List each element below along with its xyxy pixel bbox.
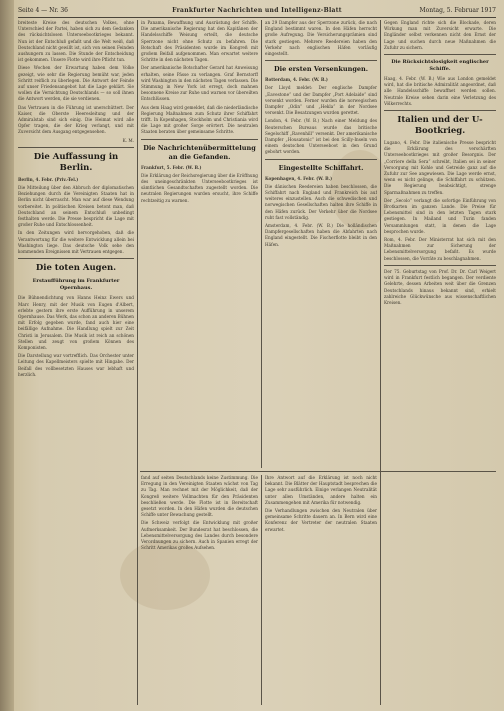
article-text: Der 75. Geburtstag von Prof. Dr. Dr. Carl Weigert wird in Frankfurt festlich begangen. Der verdiente Gelehrte, dessen Arbeiten weit über die Grenzen Deutschlands hinaus bekannt sind, erhielt zahlreiche Glückwünsche aus wissenschaftlichen Kreisen. — [384, 268, 496, 305]
divider — [384, 110, 496, 111]
divider — [265, 159, 377, 160]
signature: K. M. — [122, 137, 134, 143]
column-3 — [265, 20, 377, 468]
lower-column-2 — [265, 475, 377, 705]
article-text: in Panama, Bewaffnung und Ausrüstung der Schiffe. Die amerikanische Regierung hat den Kapitänen der Handelsschiffe Weisung erteilt, die deutsche Sperrzone nicht ohne Schutz zu befahren. Die Botschaft des Präsidenten wurde im Kongreß mit großem Beifall aufgenommen. Man erwartet weitere Schritte in den nächsten Tagen. — [141, 20, 258, 63]
headline-italien: Italien und der U-Bootkrieg. — [397, 115, 483, 137]
headline-england: Die Rücksichtslosigkeit englischer Schiffe. — [391, 59, 489, 73]
headline-tote-augen: Die toten Augen. — [35, 263, 117, 274]
column-rule — [380, 20, 381, 705]
column-1 — [18, 20, 134, 705]
article-text: London, 4. Febr. (W. B.) Nach einer Meldung des Reuterschen Bureaus wurde das britische Segelschiff „Ravenhill“ versenkt. Der amerikanische Dampfer „Housatonic“ ist bei den Scilly-Inseln von einem deutschen Unterseeboot in den Grund gebohrt worden. — [265, 118, 377, 155]
article-text: Die Bühnendichtung von Hanns Heinz Ewers und Marc Henry, mit der Musik von Eugen d'Albert, erlebte gestern ihre erste Aufführung in unserem Opernhause. Das Werk, das schon an anderen Bühnen mit Erfolg gegeben wurde, fand auch hier eine beifällige Aufnahme. Die Handlung spielt zur Zeit Christi in Jerusalem. Die Musik ist reich an schönen Stellen und zeugt von großem Können des Komponisten. — [18, 295, 134, 350]
column-4 — [384, 20, 496, 705]
column-rule — [137, 20, 138, 705]
page-number: Seite 4 — Nr. 36 — [18, 7, 68, 14]
article-text: Rom, 4. Febr. Der Ministerrat hat sich mit den Maßnahmen zur Sicherung der Lebensmittelversorgung befaßt. Es wurde beschlossen, die Vorräte zu beschlagnahmen. — [384, 237, 496, 261]
article-text: Der Lloyd meldet: Der englische Dampfer „Eavestone“ und der Dampfer „Port Adelaide“ sind versenkt worden. Ferner wurden die norwegischen Dampfer „Odin“ und „Hekla“ in der Nordsee versenkt. Die Besatzungen wurden gerettet. — [265, 85, 377, 116]
article-text: In den Zeitungen wird hervorgehoben, daß die Verantwortung für die weitere Entwicklung allein bei Washington liege. Das deutsche Volk sehe den kommenden Ereignissen mit Vertrauen entgegen. — [18, 230, 134, 255]
dateline: Rotterdam, 4. Febr. (W. B.) — [265, 77, 328, 83]
issue-date: Montag, 5. Februar 1917 — [419, 7, 496, 14]
article-text: Die Schweiz verfolgt die Entwicklung mit großer Aufmerksamkeit. Der Bundesrat hat beschlossen, die Lebensmittelversorgung des Landes durch besondere Verordnungen zu sichern. Auch in Spanien erregt der Schritt Amerikas großes Aufsehen. — [141, 520, 258, 551]
divider — [141, 139, 258, 140]
column-rule — [261, 475, 262, 705]
divider — [18, 258, 134, 259]
article-text: Die Darstellung war vortrefflich. Das Orchester unter Leitung des Kapellmeisters spielte mit Hingabe. Der Beifall des vollbesetzten Hauses war lebhaft und herzlich. — [18, 353, 134, 377]
article-text: fand auf seiten Deutschlands keine Zustimmung. Die Erregung in den Vereinigten Staaten wächst von Tag zu Tag. Man rechnet mit der Möglichkeit, daß der Kongreß weitere Vollmachten für den Präsidenten beschließen werde. Die Flotte ist in Bereitschaft gesetzt worden. In den Häfen wurden die deutschen Schiffe unter Bewachung gestellt. — [141, 475, 258, 518]
article-text: Gegen England richte sich die Blockade, deren Wirkung man mit Zuversicht erwarte. Die Engländer selbst verkennen nicht den Ernst der Lage und suchen durch neue Maßnahmen die Zufuhr zu sichern. — [384, 20, 496, 50]
divider — [265, 60, 377, 61]
column-2 — [141, 20, 258, 468]
article-text: Die Verhandlungen zwischen den Neutralen über gemeinsame Schritte dauern an. In Bern wird eine Konferenz der Vertreter der neutralen Staaten erwartet. — [265, 508, 377, 532]
divider — [18, 147, 134, 148]
horizontal-rule — [140, 471, 496, 472]
page-binding — [0, 0, 14, 711]
divider — [384, 54, 496, 55]
article-text: Ihre Antwort auf die Erklärung ist noch nicht bekannt. Die Blätter der Hauptstadt besprechen die Lage sehr ausführlich. Einige verlangen Neutralität unter allen Umständen, andere halten ein Zusammengehen mit Amerika für notwendig. — [265, 475, 377, 505]
article-text: an 29 Dampfer aus der Sperrzone zurück, die nach England bestimmt waren. In den Häfen herrscht große Aufregung. Die Versicherungsprämien sind stark gestiegen. Mehrere Reedereien haben den Verkehr nach englischen Häfen vorläufig eingestellt. — [265, 20, 377, 57]
article-text: Aus dem Haag wird gemeldet, daß die niederländische Regierung Maßnahmen zum Schutz ihrer Schiffahrt trifft. In Kopenhagen, Stockholm und Christiania wird die Lage mit großer Sorge erörtert. Die neutralen Staaten beraten über gemeinsame Schritte. — [141, 104, 258, 135]
lower-column-1 — [141, 475, 258, 705]
headline-schiffahrt: Eingestellte Schiffahrt. — [278, 163, 364, 172]
subheadline: Erstaufführung im Frankfurter Opernhaus. — [32, 278, 120, 292]
dateline: Frankfurt, 5. Febr. (W. B.) — [141, 164, 202, 170]
article-text: breiteste Kreise des deutschen Volkes, ohne Unterschied der Partei, haben sich zu dem Gedanken des rücksichtslosen Unterseebootkrieges bekannt. Nun ist der Entschluß gefaßt und die Welt weiß, daß Deutschland nicht gewillt ist, sich von seinen Feinden aushungern zu lassen. Die Stunde der Entscheidung ist gekommen. Unsere Flotte wird ihre Pflicht tun. — [18, 20, 134, 63]
article-text: Diese Wochen der Erwartung haben dem Volke gezeigt, wie sehr die Regierung bemüht war, jeden Schritt reiflich zu überlegen. Die Antwort der Feinde auf unser Friedensangebot hat die Lage geklärt. Sie wollen die Vernichtung Deutschlands — so soll ihnen die Antwort werden, die sie verdienen. — [18, 65, 134, 102]
article-text: Amsterdam, 4. Febr. (W. B.) Die holländischen Dampfergesellschaften haben die Abfahrten nach England eingestellt. Die Fischerflotte bleibt in den Häfen. — [265, 223, 377, 247]
article-text: Haag, 4. Febr. (W. B.) Wie aus London gemeldet wird, hat die britische Admiralität angeordnet, daß alle Handelsschiffe bewaffnet werden sollen. Neutrale Kreise sehen darin eine Verletzung des Völkerrechts. — [384, 76, 496, 106]
article-text: Lugano, 4. Febr. Die italienische Presse bespricht die Erklärung des verschärften Unterseebootkrieges mit großer Besorgnis. Der „Corriere della Sera“ schreibt, Italien sei in seiner Versorgung mit Kohle und Getreide ganz auf die Zufuhr zur See angewiesen. Die Lage werde ernst, wenn es nicht gelinge, die Schiffahrt zu schützen. Die Regierung beabsichtigt, strenge Sparmaßnahmen zu treffen. — [384, 140, 496, 195]
column-rule — [261, 20, 262, 468]
headline-nachrichten: Die Nachrichtenübermittelung an die Gefanden. — [143, 143, 256, 161]
dateline: Berlin, 4. Febr. (Priv.-Tel.) — [18, 176, 79, 182]
article-text: Die Mitteilung über den Abbruch der diplomatischen Beziehungen durch die Vereinigten Staaten hat in Berlin nicht überrascht. Man war auf diese Wendung vorbereitet. In politischen Kreisen betont man, daß Deutschland an seinem Entschluß unbedingt festhalten werde. Die Presse bespricht die Lage mit großer Ruhe und Entschlossenheit. — [18, 185, 134, 228]
page-header — [18, 5, 496, 18]
article-text: Die dänischen Reedereien haben beschlossen, die Schiffahrt nach England und Frankreich bis auf weiteres einzustellen. Auch die schwedischen und norwegischen Gesellschaften halten ihre Schiffe in den Häfen zurück. Der Verkehr über die Nordsee ruht fast vollständig. — [265, 183, 377, 220]
dateline: Kopenhagen, 4. Febr. (W. B.) — [265, 175, 333, 181]
headline-berlin: Die Auffassung in Berlin. — [33, 151, 119, 173]
article-text: Die Erklärung der Reichsregierung über die Eröffnung des uneingeschränkten Unterseebootkrieges ist sämtlichen Gesandtschaften zugestellt worden. Die neutralen Regierungen wurden ersucht, ihre Schiffe rechtzeitig zu warnen. — [141, 172, 258, 203]
divider — [384, 265, 496, 266]
masthead: Frankfurter Nachrichten und Intelligenz-Blatt — [172, 7, 342, 14]
headline-versenkungen: Die ersten Versenkungen. — [273, 65, 368, 74]
article-text: Der amerikanische Botschafter Gerard hat Anweisung erhalten, seine Pässe zu verlangen. Graf Bernstorff wird Washington in den nächsten Tagen verlassen. Die Stimmung in New York ist erregt, doch mahnen besonnene Kreise zur Ruhe und warnen vor übereilten Entschlüssen. — [141, 65, 258, 102]
article-text: Der „Secolo“ verlangt die sofortige Einführung von Brotkarten im ganzen Lande. Die Preise für Lebensmittel sind in den letzten Tagen stark gestiegen. In Mailand und Turin fanden Versammlungen statt, in denen die Lage besprochen wurde. — [384, 197, 496, 234]
article-text: Das Vertrauen in die Führung ist unerschüttert. Der Kaiser, die Oberste Heeresleitung und der Admiralstab sind sich einig. Die Heimat wird alle Opfer tragen, die der Krieg verlangt, und mit Zuversicht dem Ausgang entgegensehen. — [18, 104, 134, 135]
